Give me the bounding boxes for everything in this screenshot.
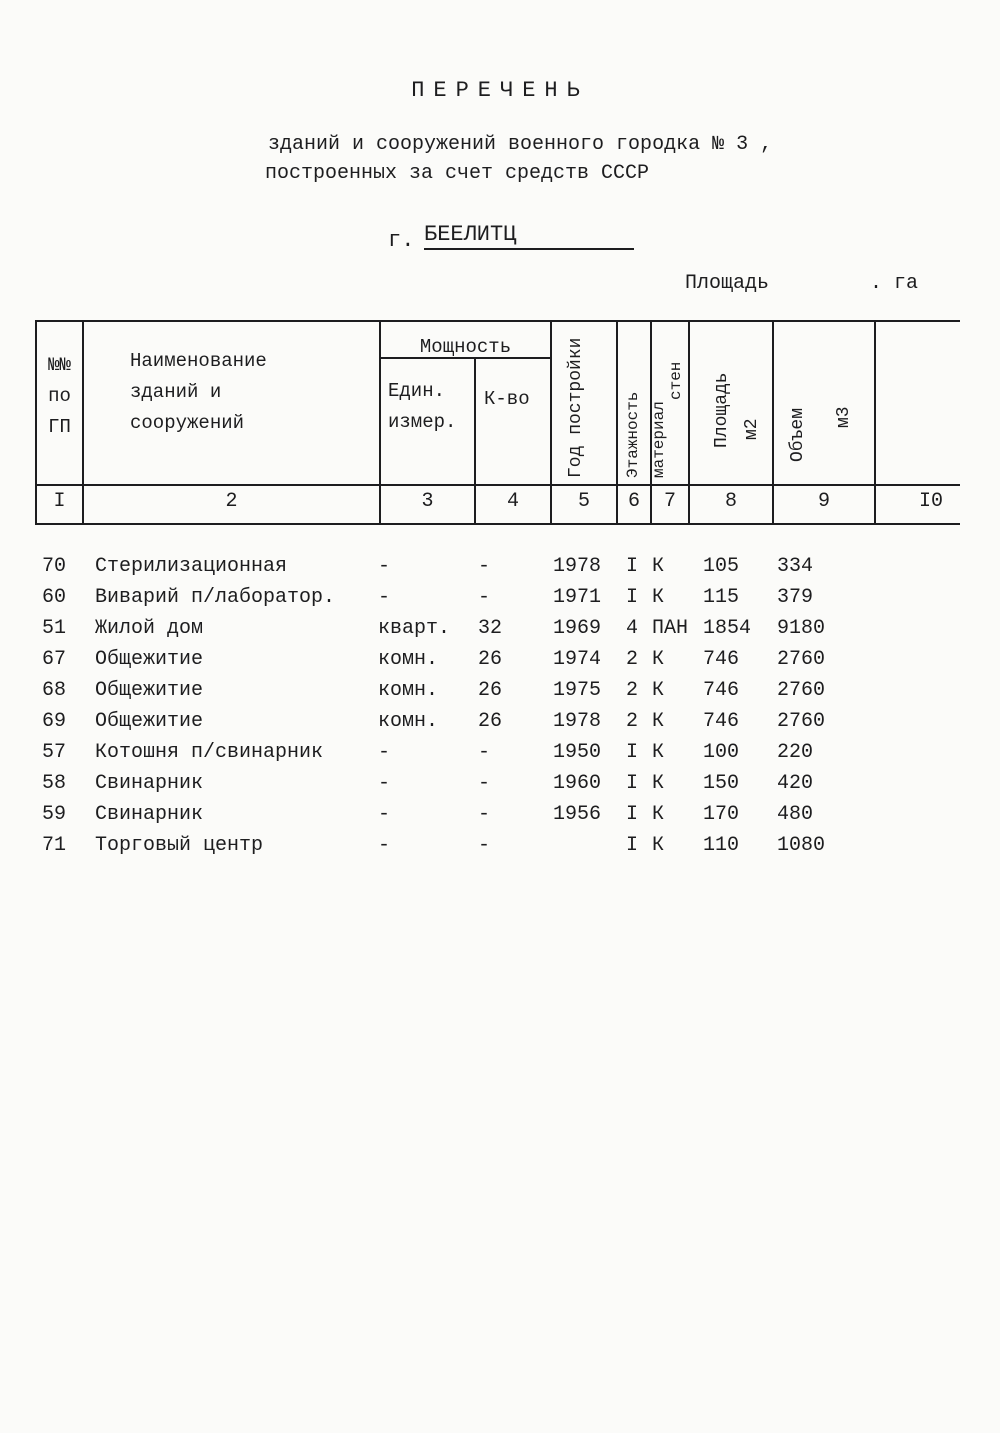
header-num-line1: №№ [48, 354, 71, 376]
table-row [0, 741, 1000, 772]
row-name: Торговый центр [95, 834, 264, 857]
row-area: 115 [703, 586, 740, 609]
header-num-line2: по [48, 385, 71, 407]
column-number-8: 8 [724, 490, 737, 513]
row-qty: - [478, 586, 491, 609]
row-year: 1950 [553, 741, 602, 764]
row-year: 1978 [553, 555, 602, 578]
row-qty: - [478, 834, 491, 857]
row-qty: - [478, 555, 491, 578]
header-area-line2: м2 [742, 418, 762, 440]
column-number-7: 7 [663, 490, 676, 513]
table-row [0, 803, 1000, 834]
row-volume: 334 [777, 555, 814, 578]
row-material: К [652, 803, 665, 826]
row-material: К [652, 710, 665, 733]
row-volume: 9180 [777, 617, 826, 640]
row-name: Жилой дом [95, 617, 204, 640]
header-name-line1: Наименование [130, 350, 267, 372]
header-unit-line2: измер. [388, 411, 457, 433]
row-floors: 4 [626, 617, 639, 640]
row-num: 68 [42, 679, 67, 702]
row-name: Общежитие [95, 679, 204, 702]
row-floors: I [626, 803, 639, 826]
area-label: Площадь [685, 272, 770, 295]
row-year: 1969 [553, 617, 602, 640]
header-material-line2: стен [667, 361, 685, 400]
row-name: Общежитие [95, 648, 204, 671]
row-floors: 2 [626, 648, 639, 671]
row-year: 1956 [553, 803, 602, 826]
row-unit: - [378, 834, 391, 857]
table-row [0, 555, 1000, 586]
row-year: 1960 [553, 772, 602, 795]
header-unit-line1: Един. [388, 380, 446, 402]
column-number-3: 3 [421, 490, 434, 513]
header-qty: К-во [484, 388, 530, 410]
header-power: Мощность [419, 336, 512, 358]
row-volume: 2760 [777, 648, 826, 671]
header-name-line2: зданий и [130, 381, 222, 403]
row-num: 67 [42, 648, 67, 671]
row-material: К [652, 586, 665, 609]
row-volume: 220 [777, 741, 814, 764]
row-unit: - [378, 803, 391, 826]
row-num: 51 [42, 617, 67, 640]
row-name: Котошня п/свинарник [95, 741, 324, 764]
row-name: Общежитие [95, 710, 204, 733]
row-area: 100 [703, 741, 740, 764]
row-num: 59 [42, 803, 67, 826]
city-name: БЕЕЛИТЦ [424, 222, 634, 250]
row-year: 1974 [553, 648, 602, 671]
column-number-2: 2 [225, 490, 238, 513]
row-qty: 26 [478, 679, 503, 702]
row-floors: I [626, 741, 639, 764]
row-volume: 480 [777, 803, 814, 826]
row-material: К [652, 679, 665, 702]
row-unit: комн. [378, 648, 439, 671]
row-area: 105 [703, 555, 740, 578]
table-row [0, 586, 1000, 617]
row-area: 746 [703, 710, 740, 733]
row-material: К [652, 834, 665, 857]
row-area: 150 [703, 772, 740, 795]
row-num: 57 [42, 741, 67, 764]
row-qty: - [478, 803, 491, 826]
row-floors: 2 [626, 710, 639, 733]
column-number-4: 4 [506, 490, 519, 513]
row-num: 70 [42, 555, 67, 578]
row-material: К [652, 772, 665, 795]
row-material: К [652, 741, 665, 764]
row-name: Виварий п/лаборатор. [95, 586, 336, 609]
header-volume-line2: м3 [834, 406, 854, 428]
document-title: ПЕРЕЧЕНЬ [411, 78, 589, 103]
row-qty: 32 [478, 617, 503, 640]
column-number-6: 6 [627, 490, 640, 513]
row-year: 1971 [553, 586, 602, 609]
header-year: Год постройки [566, 337, 586, 478]
header-num-line3: ГП [48, 416, 71, 438]
header-area-line1: Площадь [712, 372, 732, 448]
header-unit [388, 376, 456, 438]
row-floors: I [626, 772, 639, 795]
row-volume: 1080 [777, 834, 826, 857]
row-num: 69 [42, 710, 67, 733]
document-subtitle-line1: зданий и сооружений военного городка № 3 , [268, 133, 773, 156]
row-floors: I [626, 555, 639, 578]
header-name [130, 346, 267, 439]
row-qty: 26 [478, 648, 503, 671]
table-row [0, 710, 1000, 741]
row-qty: - [478, 772, 491, 795]
header-name-line3: сооружений [130, 412, 245, 434]
header-material-line1: материал [650, 401, 668, 478]
area-unit: . га [870, 272, 919, 295]
row-name: Стерилизационная [95, 555, 288, 578]
column-number-5: 5 [577, 490, 590, 513]
row-num: 58 [42, 772, 67, 795]
row-material: К [652, 648, 665, 671]
row-qty: 26 [478, 710, 503, 733]
row-area: 1854 [703, 617, 752, 640]
row-area: 746 [703, 679, 740, 702]
row-floors: I [626, 834, 639, 857]
row-num: 71 [42, 834, 67, 857]
table-row [0, 648, 1000, 679]
column-number-10: I0 [918, 490, 943, 513]
row-area: 110 [703, 834, 740, 857]
document-subtitle-line2: построенных за счет средств СССР [265, 162, 650, 185]
row-material: К [652, 555, 665, 578]
table-row [0, 772, 1000, 803]
header-volume-line1: Объем [788, 407, 808, 462]
row-area: 170 [703, 803, 740, 826]
row-num: 60 [42, 586, 67, 609]
column-number-line [35, 484, 960, 486]
row-unit: кварт. [378, 617, 451, 640]
city-prefix: г. [388, 228, 415, 253]
row-year: 1978 [553, 710, 602, 733]
table-row [0, 617, 1000, 648]
row-volume: 379 [777, 586, 814, 609]
header-bottom-line [35, 523, 960, 525]
row-name: Свинарник [95, 772, 204, 795]
row-year: 1975 [553, 679, 602, 702]
row-unit: комн. [378, 679, 439, 702]
row-unit: комн. [378, 710, 439, 733]
row-volume: 2760 [777, 679, 826, 702]
row-unit: - [378, 772, 391, 795]
row-material: ПАН [652, 617, 689, 640]
row-volume: 2760 [777, 710, 826, 733]
header-num [37, 350, 82, 443]
row-qty: - [478, 741, 491, 764]
row-unit: - [378, 741, 391, 764]
row-unit: - [378, 586, 391, 609]
row-unit: - [378, 555, 391, 578]
column-number-9: 9 [817, 490, 830, 513]
row-area: 746 [703, 648, 740, 671]
header-top-line [35, 320, 960, 322]
row-floors: I [626, 586, 639, 609]
table-row [0, 834, 1000, 865]
row-floors: 2 [626, 679, 639, 702]
table-row [0, 679, 1000, 710]
row-volume: 420 [777, 772, 814, 795]
column-number-1: I [53, 490, 66, 513]
row-name: Свинарник [95, 803, 204, 826]
header-floors: Этажность [624, 391, 642, 478]
